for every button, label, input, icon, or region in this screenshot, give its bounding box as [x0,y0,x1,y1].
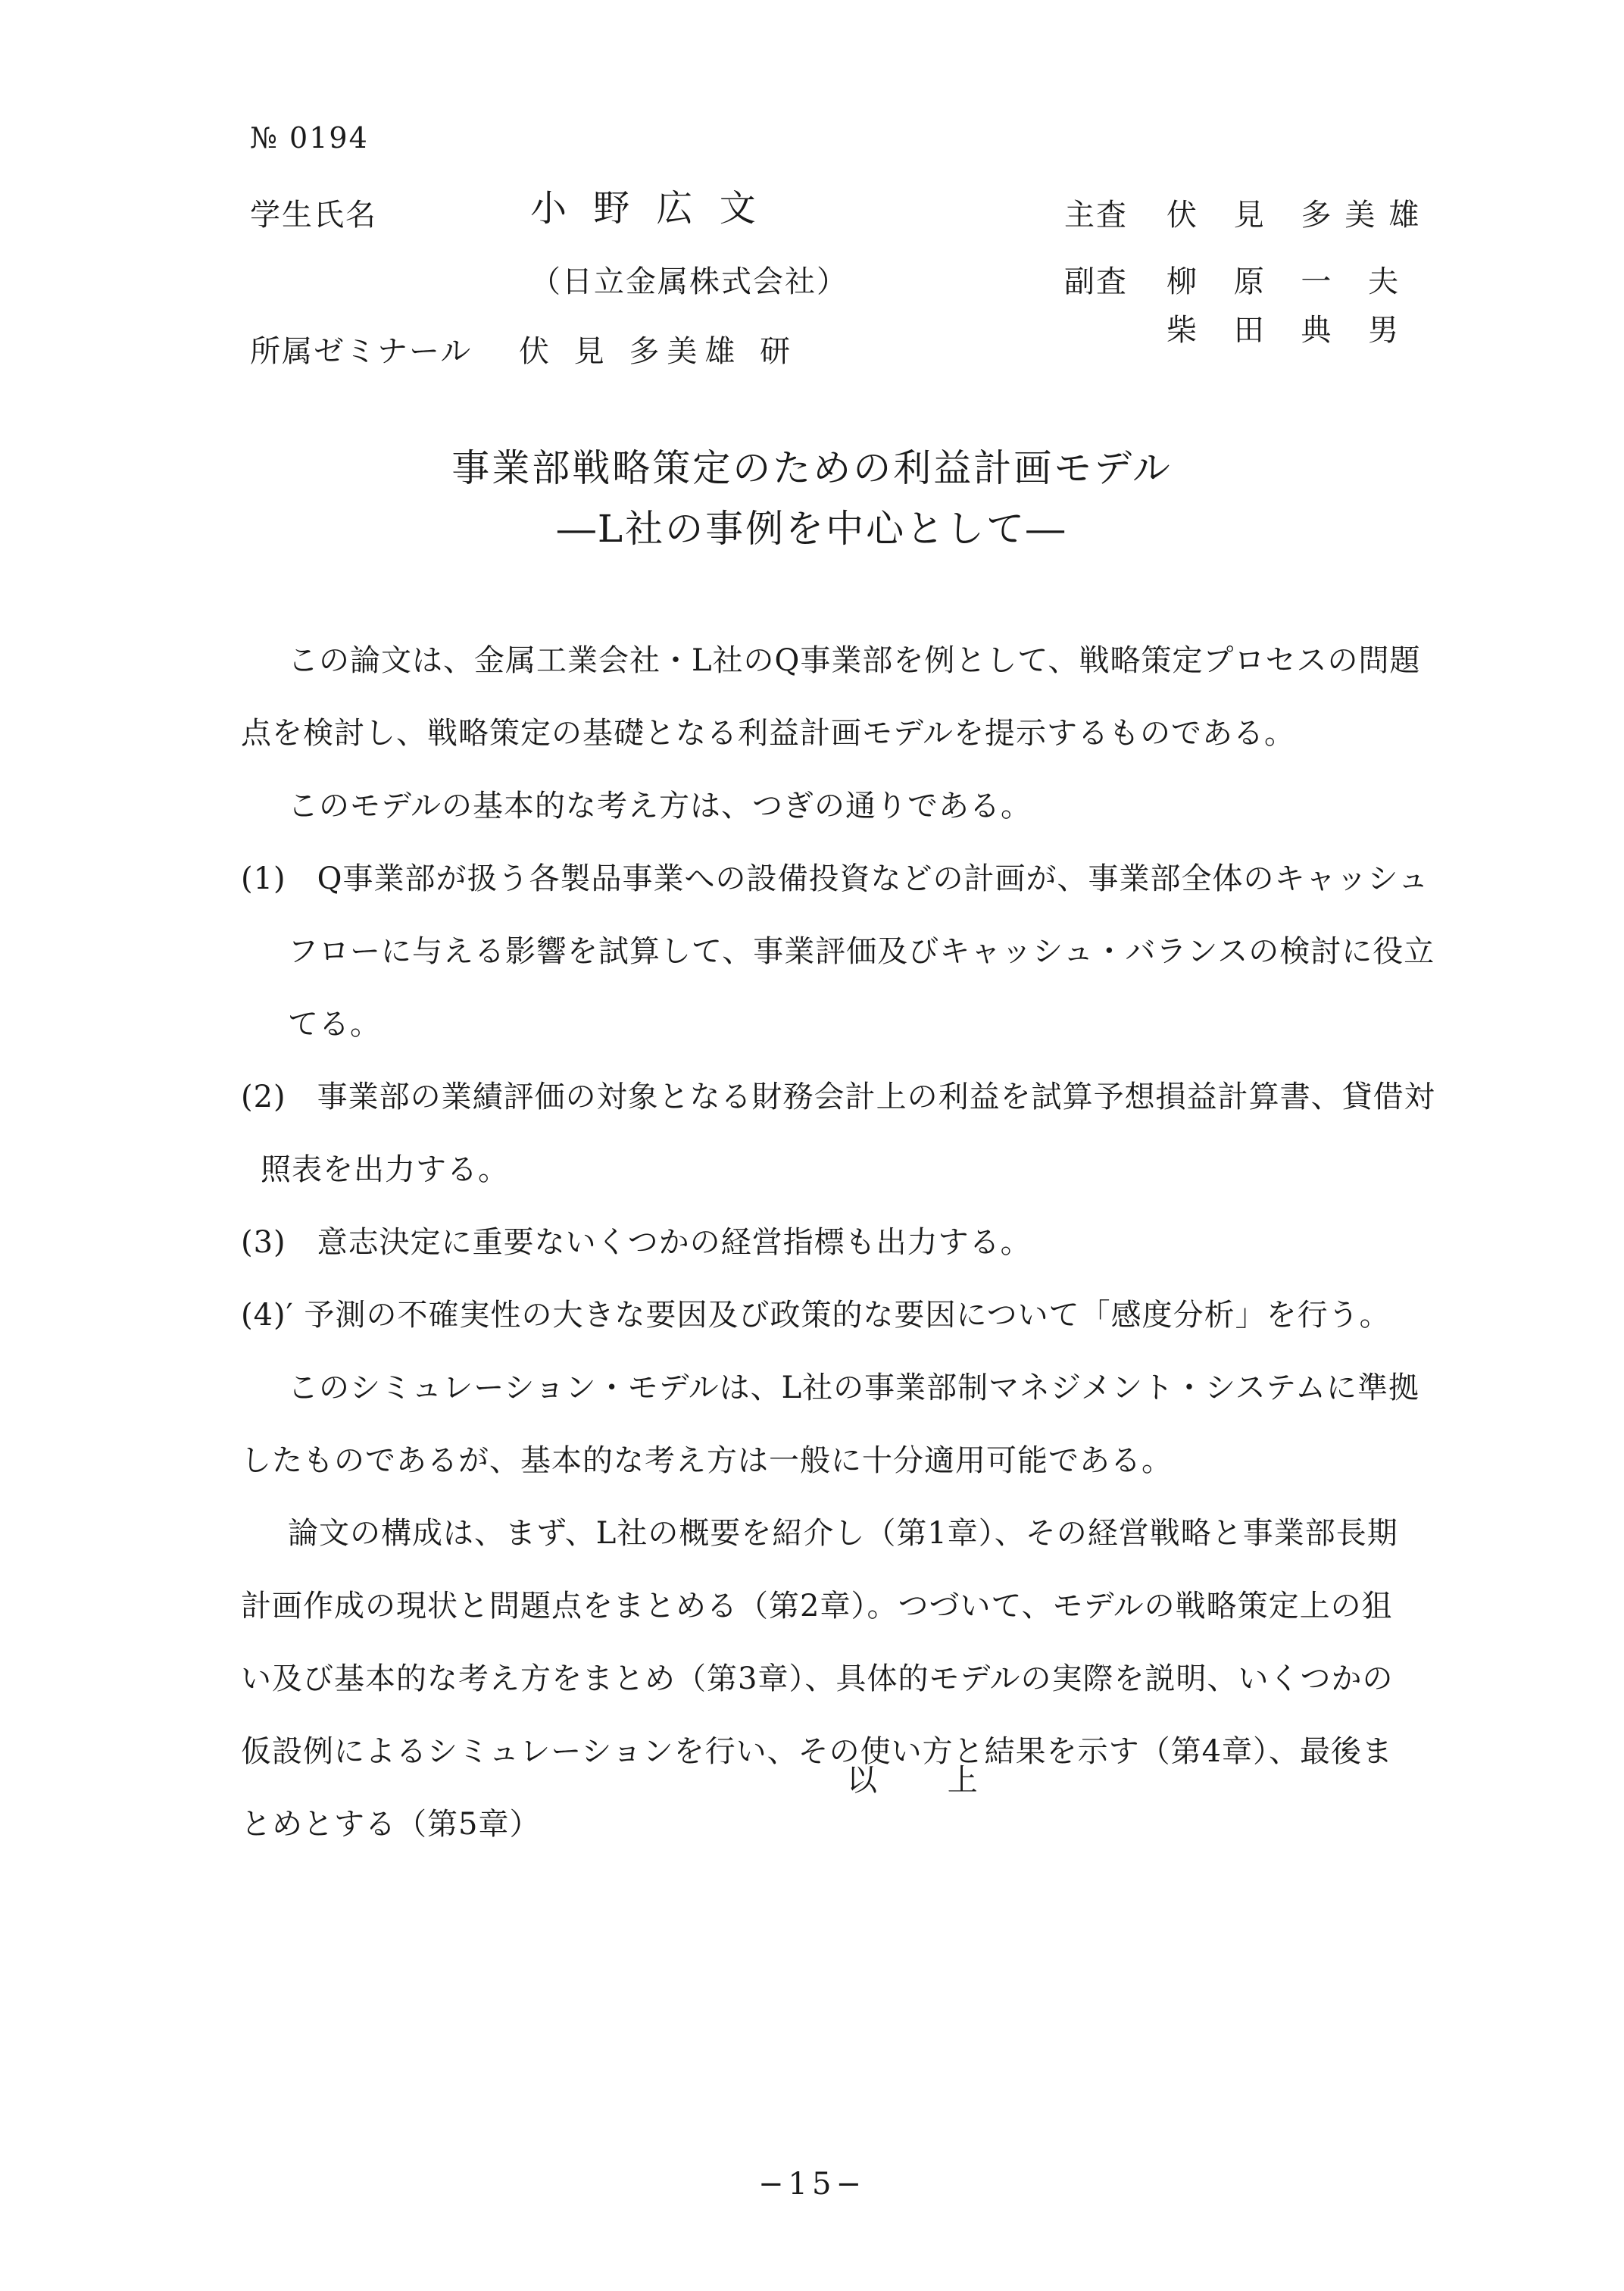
paragraph-4-line-3: い及び基本的な考え方をまとめ（第3章）、具体的モデルの実際を説明、いくつかの [241,1661,1394,1696]
page-number: −15− [758,2167,866,2202]
item-4-line-1: (4)′ 予測の不確実性の大きな要因及び政策的な要因について「感度分析」を行う。 [241,1298,1391,1333]
vice-examiner-name-2: 柴 田 典 男 [1166,313,1413,348]
document-number: № 0194 [250,121,369,155]
item-1-line-2: フローに与える影響を試算して、事業評価及びキャッシュ・バランスの検討に役立 [288,934,1435,969]
item-3-line-1: (3) 意志決定に重要ないくつかの経営指標も出力する。 [241,1225,1032,1260]
student-name-label: 学生氏名 [250,198,377,233]
paragraph-1-line-1: この論文は、金属工業会社・L社のQ事業部を例として、戦略策定プロセスの問題 [288,643,1421,678]
paragraph-3-line-1: このシミュレーション・モデルは、L社の事業部制マネジメント・システムに準拠 [288,1371,1419,1405]
item-2-line-1: (2) 事業部の業績評価の対象となる財務会計上の利益を試算予想損益計算書、貸借対 [241,1080,1435,1114]
chief-examiner-label: 主査 [1064,198,1128,233]
seminar-value: 伏 見 多美雄 研 [519,334,798,369]
seminar-label: 所属ゼミナール [250,334,473,369]
thesis-subtitle: ―L社の事例を中心として― [557,507,1067,551]
vice-examiner-name-1: 柳 原 一 夫 [1166,264,1413,299]
paragraph-2-line-1: このモデルの基本的な考え方は、つぎの通りである。 [288,789,1032,824]
paragraph-4-line-4: 仮設例によるシミュレーションを行い、その使い方と結果を示す（第4章）、最後ま [241,1734,1394,1769]
paragraph-4-line-5: とめとする（第5章） [241,1807,541,1842]
chief-examiner-name: 伏 見 多美雄 [1166,198,1433,233]
thesis-title: 事業部戦略策定のための利益計画モデル [451,446,1173,490]
vice-examiner-label: 副査 [1064,264,1128,299]
paragraph-1-line-2: 点を検討し、戦略策定の基礎となる利益計画モデルを提示するものである。 [241,716,1295,751]
item-1-line-1: (1) Q事業部が扱う各製品事業への設備投資などの計画が、事業部全体のキャッシュ [241,861,1429,896]
abstract-body [241,624,1566,1861]
closing-mark: 以 上 [847,1763,1008,1798]
paragraph-4-line-2: 計画作成の現状と問題点をまとめる（第2章）。つづいて、モデルの戦略策定上の狙 [241,1589,1393,1624]
student-name: 小 野 広 文 [530,187,764,230]
item-1-line-3: てる。 [288,1007,381,1042]
paragraph-3-line-2: したものであるが、基本的な考え方は一般に十分適用可能である。 [241,1443,1173,1478]
item-2-line-2: 照表を出力する。 [261,1152,509,1187]
student-company: （日立金属株式会社） [530,264,848,299]
paragraph-4-line-1: 論文の構成は、まず、L社の概要を紹介し（第1章）、その経営戦略と事業部長期 [288,1516,1398,1551]
